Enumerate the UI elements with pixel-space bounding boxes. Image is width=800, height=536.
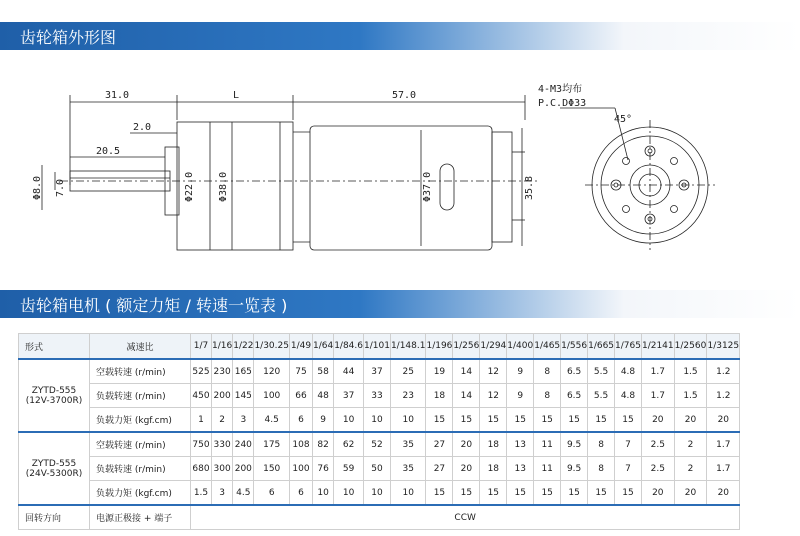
table-header-row [19,334,740,360]
value-cell: 11 [534,457,561,481]
ratio-header-cell: 1/765 [615,334,642,360]
table-row [19,432,740,457]
value-cell: 58 [312,359,333,384]
dim-2: 2.0 [133,122,152,133]
value-cell: 6.5 [561,384,588,408]
value-cell: 165 [233,359,254,384]
value-cell: 15 [534,408,561,433]
ratio-header-cell: 1/101 [364,334,391,360]
dim-d22: Φ22.0 [184,171,195,202]
value-cell: 27 [426,457,453,481]
value-cell: 75 [289,359,312,384]
ratio-header-cell: 1/148.1 [390,334,426,360]
value-cell: 15 [615,408,642,433]
value-cell: 20 [707,481,740,506]
value-cell: 9 [507,384,534,408]
value-cell: 2 [674,457,707,481]
ratio-header: 减速比 [90,334,191,360]
model-name: ZYTD-555 [31,385,77,396]
value-cell: 15 [561,481,588,506]
value-cell: 15 [507,481,534,506]
value-cell: 1.5 [674,359,707,384]
ratio-header-cell: 1/556 [561,334,588,360]
ratio-header-cell: 1/400 [507,334,534,360]
value-cell: 10 [390,408,426,433]
dim-L: L [233,90,240,101]
value-cell: 25 [390,359,426,384]
value-cell: 52 [364,432,391,457]
table-row [19,359,740,384]
value-cell: 750 [191,432,212,457]
value-cell: 1.7 [641,384,674,408]
value-cell: 23 [390,384,426,408]
value-cell: 1.2 [707,359,740,384]
value-cell: 37 [334,384,364,408]
value-cell: 19 [426,359,453,384]
value-cell: 15 [507,408,534,433]
value-cell: 59 [334,457,364,481]
section-title: 齿轮箱电机 ( 额定力矩 / 转速一览表 ) [20,296,288,315]
value-cell: 4.5 [233,481,254,506]
value-cell: 6 [254,481,290,506]
row-label: 空载转速 (r/min) [90,432,191,457]
value-cell: 6.5 [561,359,588,384]
value-cell: 20 [674,408,707,433]
ratio-header-cell: 1/196 [426,334,453,360]
value-cell: 20 [641,481,674,506]
model-spec: (24V-5300R) [25,468,83,479]
value-cell: 200 [233,457,254,481]
model-cell [19,359,90,432]
row-label: 负载力矩 (kgf.cm) [90,408,191,433]
model-cell [19,432,90,505]
value-cell: 27 [426,432,453,457]
section-title: 齿轮箱外形图 [20,28,117,47]
value-cell: 15 [480,408,507,433]
value-cell: 2 [674,432,707,457]
value-cell: 9.5 [561,457,588,481]
section-header-table [0,290,800,318]
ratio-header-cell: 1/294 [480,334,507,360]
model-header: 形式 [19,334,90,360]
value-cell: 150 [254,457,290,481]
rotation-condition: 电源正极接 + 端子 [90,505,191,530]
value-cell: 1.5 [191,481,212,506]
value-cell: 15 [453,408,480,433]
value-cell: 82 [312,432,333,457]
value-cell: 1.7 [707,457,740,481]
value-cell: 15 [426,481,453,506]
value-cell: 33 [364,384,391,408]
ratio-header-cell: 1/30.25 [254,334,290,360]
ratio-header-cell: 1/22 [233,334,254,360]
value-cell: 20 [641,408,674,433]
holes-note: 4-M3均布 [538,84,583,95]
value-cell: 680 [191,457,212,481]
value-cell: 5.5 [588,359,615,384]
angle-note: 45° [614,114,633,125]
ratio-header-cell: 1/2141 [641,334,674,360]
rotation-value: CCW [191,505,740,530]
value-cell: 450 [191,384,212,408]
model-name: ZYTD-555 [31,458,77,469]
value-cell: 15 [426,408,453,433]
value-cell: 8 [534,359,561,384]
value-cell: 4.5 [254,408,290,433]
value-cell: 6 [289,481,312,506]
value-cell: 1 [191,408,212,433]
dim-d38: Φ38.0 [218,171,229,202]
dim-35-8: 35.8 [524,175,535,200]
value-cell: 11 [534,432,561,457]
value-cell: 14 [453,359,480,384]
value-cell: 20 [453,432,480,457]
dim-20-5: 20.5 [96,146,121,157]
value-cell: 300 [212,457,233,481]
ratio-header-cell: 1/256 [453,334,480,360]
value-cell: 44 [334,359,364,384]
pcd-note: P.C.DΦ33 [538,98,587,109]
dim-57: 57.0 [392,90,417,101]
value-cell: 10 [390,481,426,506]
value-cell: 525 [191,359,212,384]
dim-d8: Φ8.0 [32,175,43,200]
value-cell: 8 [588,457,615,481]
ratio-header-cell: 1/7 [191,334,212,360]
ratio-header-cell: 1/64 [312,334,333,360]
ratio-header-cell: 1/2560 [674,334,707,360]
dim-d37: Φ37.0 [422,171,433,202]
ratio-header-cell: 1/49 [289,334,312,360]
table-row [19,384,740,408]
value-cell: 20 [453,457,480,481]
value-cell: 10 [334,408,364,433]
rotation-label: 回转方向 [19,505,90,530]
value-cell: 4.8 [615,359,642,384]
value-cell: 18 [426,384,453,408]
gearmotor-spec-table [18,333,740,530]
value-cell: 10 [312,481,333,506]
value-cell: 13 [507,432,534,457]
value-cell: 175 [254,432,290,457]
ratio-header-cell: 1/16 [212,334,233,360]
value-cell: 240 [233,432,254,457]
dim-7: 7.0 [55,178,66,197]
section-header-dimensions [0,22,800,50]
value-cell: 15 [534,481,561,506]
value-cell: 9 [507,359,534,384]
value-cell: 15 [561,408,588,433]
value-cell: 100 [254,384,290,408]
value-cell: 7 [615,457,642,481]
value-cell: 20 [707,408,740,433]
ratio-header-cell: 1/3125 [707,334,740,360]
value-cell: 1.2 [707,384,740,408]
value-cell: 15 [588,408,615,433]
row-label: 负载力矩 (kgf.cm) [90,481,191,506]
gearbox-dimension-drawing [0,60,800,282]
value-cell: 50 [364,457,391,481]
value-cell: 20 [674,481,707,506]
value-cell: 4.8 [615,384,642,408]
value-cell: 8 [588,432,615,457]
value-cell: 10 [364,481,391,506]
value-cell: 230 [212,359,233,384]
value-cell: 7 [615,432,642,457]
value-cell: 1.7 [641,359,674,384]
value-cell: 3 [212,481,233,506]
value-cell: 100 [289,457,312,481]
ratio-header-cell: 1/465 [534,334,561,360]
value-cell: 18 [480,457,507,481]
value-cell: 14 [453,384,480,408]
row-label: 空载转速 (r/min) [90,359,191,384]
value-cell: 2 [212,408,233,433]
value-cell: 18 [480,432,507,457]
value-cell: 12 [480,359,507,384]
value-cell: 10 [334,481,364,506]
value-cell: 1.5 [674,384,707,408]
value-cell: 62 [334,432,364,457]
ratio-header-cell: 1/84.6 [334,334,364,360]
ratio-header-cell: 1/665 [588,334,615,360]
row-label: 负载转速 (r/min) [90,457,191,481]
dim-31: 31.0 [105,90,130,101]
value-cell: 8 [534,384,561,408]
rotation-row [19,505,740,530]
value-cell: 13 [507,457,534,481]
table-row [19,457,740,481]
row-label: 负载转速 (r/min) [90,384,191,408]
table-row [19,481,740,506]
value-cell: 15 [480,481,507,506]
value-cell: 48 [312,384,333,408]
value-cell: 145 [233,384,254,408]
value-cell: 15 [453,481,480,506]
value-cell: 3 [233,408,254,433]
value-cell: 108 [289,432,312,457]
value-cell: 15 [588,481,615,506]
value-cell: 2.5 [641,432,674,457]
value-cell: 76 [312,457,333,481]
value-cell: 5.5 [588,384,615,408]
value-cell: 200 [212,384,233,408]
value-cell: 330 [212,432,233,457]
table-row [19,408,740,433]
value-cell: 2.5 [641,457,674,481]
value-cell: 35 [390,432,426,457]
value-cell: 35 [390,457,426,481]
value-cell: 12 [480,384,507,408]
model-spec: (12V-3700R) [25,395,83,406]
value-cell: 37 [364,359,391,384]
value-cell: 120 [254,359,290,384]
value-cell: 66 [289,384,312,408]
value-cell: 1.7 [707,432,740,457]
value-cell: 9.5 [561,432,588,457]
value-cell: 15 [615,481,642,506]
value-cell: 6 [289,408,312,433]
value-cell: 10 [364,408,391,433]
value-cell: 9 [312,408,333,433]
